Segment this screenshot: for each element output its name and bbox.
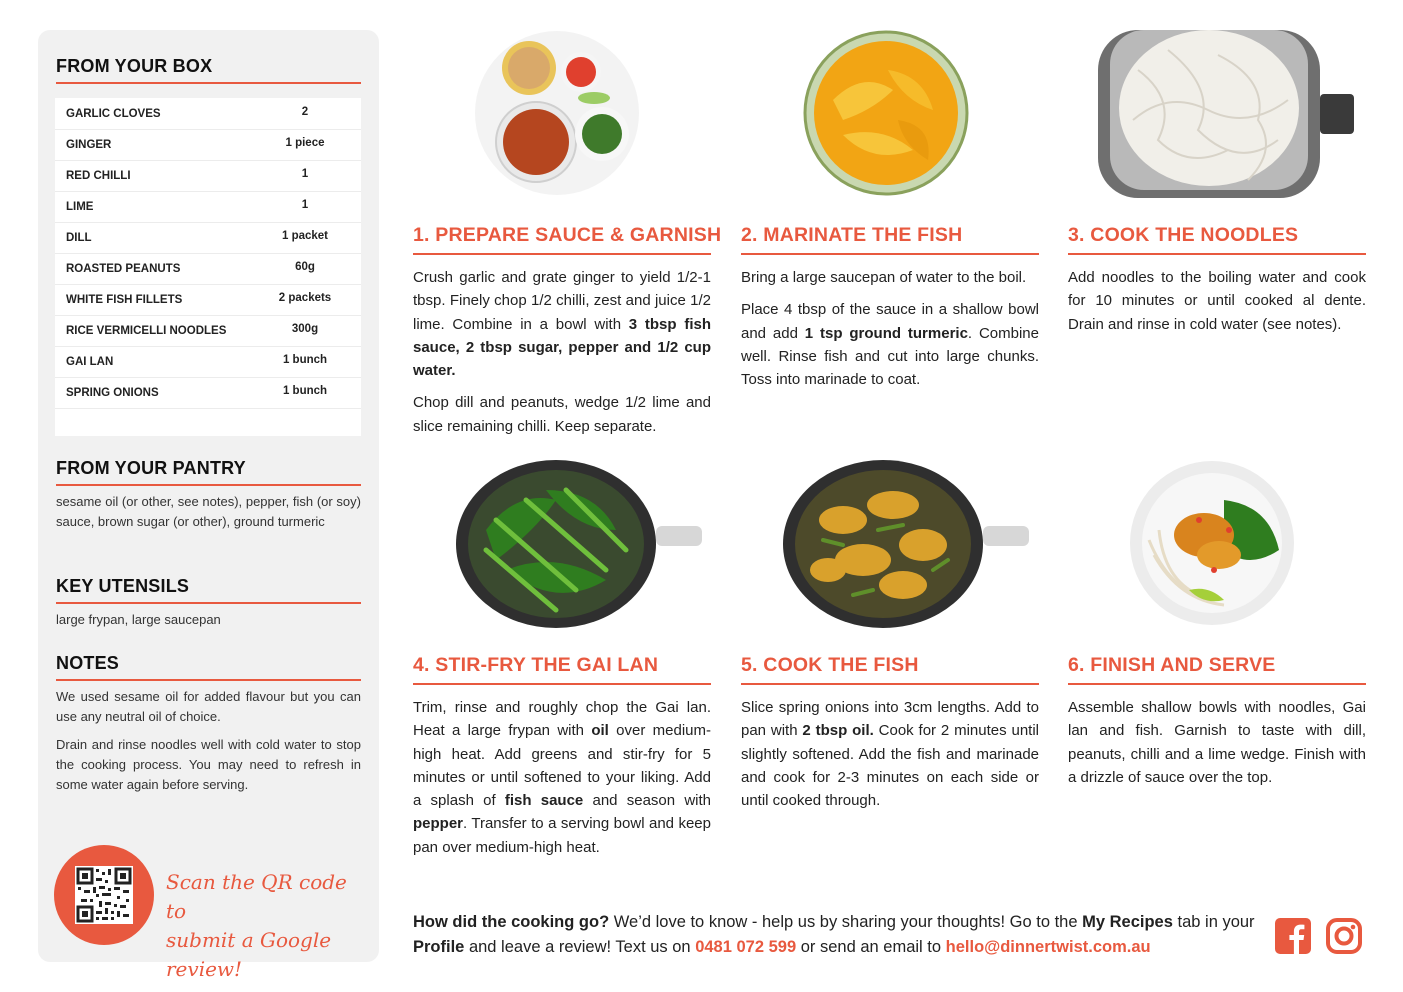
table-row <box>55 160 361 192</box>
step-4-text-f: pepper <box>413 815 464 833</box>
pantry-text: sesame oil (or other, see notes), pepper, fish (or soy) sauce, brown sugar (or other), ground turmeric <box>56 494 361 529</box>
ingredient-name: SPRING ONIONS <box>66 387 159 399</box>
step-4-text-d: fish sauce <box>504 792 584 810</box>
qr-caption-line-2: submit a Google review! <box>166 928 332 981</box>
utensils-title-rule <box>56 602 361 604</box>
qr-code-icon[interactable] <box>75 866 133 924</box>
step-1-rule <box>413 253 711 255</box>
profile-label: Profile <box>413 938 465 956</box>
ingredient-qty: 2 packets <box>278 292 332 304</box>
step-5-text-b: 2 tbsp oil. <box>802 722 874 740</box>
pantry-title: FROM YOUR PANTRY <box>56 458 246 478</box>
ingredient-qty: 1 <box>301 168 309 180</box>
step-4-rule <box>413 683 711 685</box>
step-5-text-a: Slice spring onions into 3cm lengths. Add to pan with <box>741 699 1039 740</box>
table-row <box>55 129 361 161</box>
ingredient-name: GINGER <box>66 139 112 151</box>
ingredient-name: DILL <box>66 232 92 244</box>
step-4-text-g: . Transfer to a serving bowl and keep pan over medium-high heat. <box>413 815 711 856</box>
ingredients-sidebar <box>38 30 379 981</box>
ingredient-name: LIME <box>66 201 94 213</box>
step-2-text-a: Bring a large saucepan of water to the boil. <box>741 269 1027 286</box>
instagram-icon[interactable] <box>1326 918 1362 954</box>
step-5-title: 5. COOK THE FISH <box>741 654 919 676</box>
box-title: FROM YOUR BOX <box>56 56 213 76</box>
ingredient-qty: 1 <box>301 199 309 211</box>
step-5-photo <box>783 460 1029 628</box>
ingredient-qty: 60g <box>295 261 315 273</box>
step-2-text-b: Place 4 tbsp of the sauce in a shallow bowl and add <box>741 301 1039 342</box>
footer-text-4: or send an email to <box>796 938 946 956</box>
my-recipes-label: My Recipes <box>1082 913 1173 931</box>
ingredient-qty: 300g <box>291 323 319 335</box>
footer-text-3: and leave a review! Text us on <box>464 938 696 956</box>
step-2-text-d: . Combine well. Rinse fish and cut into large chunks. Toss into marinade to coat. <box>741 324 1039 389</box>
step-1-text <box>413 266 711 447</box>
notes-text-1: We used sesame oil for added flavour but you can use any neutral oil of choice. <box>56 689 361 724</box>
notes-title: NOTES <box>56 653 120 673</box>
ingredient-name: RICE VERMICELLI NOODLES <box>66 325 227 337</box>
step-1-text-c: Chop dill and peanuts, wedge 1/2 lime and slice remaining chilli. Keep separate. <box>413 394 711 435</box>
footer-question: How did the cooking go? <box>413 913 610 931</box>
step-3-rule <box>1068 253 1366 255</box>
ingredient-qty: 1 piece <box>285 137 325 149</box>
step-1-text-a: Crush garlic and grate ginger to yield 1/2-1 tbsp. Finely chop 1/2 chilli, zest and juice 1/2 lime. Combine in a bowl with <box>413 269 711 333</box>
footer-text-2: tab in your <box>1172 913 1255 931</box>
table-row <box>55 377 361 409</box>
box-title-rule <box>56 82 361 84</box>
step-4-text-e: and season with <box>583 792 711 810</box>
step-4-text-c: over medium-high heat. Add greens and stir-fry for 5 minutes or until softened to your liking. Add a splash of <box>413 722 712 810</box>
step-4-text-b: oil <box>591 722 609 740</box>
step-1-title: 1. PREPARE SAUCE & GARNISH <box>413 224 722 246</box>
table-row <box>55 222 361 254</box>
phone-link[interactable]: 0481 072 599 <box>695 938 797 956</box>
ingredient-name: GARLIC CLOVES <box>66 108 161 120</box>
step-5-rule <box>741 683 1039 685</box>
pantry-title-rule <box>56 484 361 486</box>
table-row <box>55 346 361 378</box>
qr-badge <box>54 845 154 945</box>
step-6-text <box>1068 696 1366 798</box>
review-footer <box>413 910 1263 960</box>
facebook-icon[interactable] <box>1275 918 1311 954</box>
step-2-text <box>741 266 1039 400</box>
step-3-text <box>1068 266 1366 345</box>
ingredient-qty: 1 packet <box>281 230 329 242</box>
step-6-rule <box>1068 683 1366 685</box>
step-6-photo <box>1129 460 1295 626</box>
step-1-photo <box>474 30 640 196</box>
utensils-text: large frypan, large saucepan <box>56 612 221 627</box>
table-row <box>55 98 361 130</box>
ingredient-name: ROASTED PEANUTS <box>66 263 181 275</box>
table-row <box>55 315 361 347</box>
step-6-text-a: Assemble shallow bowls with noodles, Gai lan and fish. Garnish to taste with dill, peanuts, chilli and a lime wedge. Finish with a drizzle of sauce over the top. <box>1068 699 1366 786</box>
step-5-text <box>741 696 1039 821</box>
ingredient-name: RED CHILLI <box>66 170 131 182</box>
ingredient-qty: 1 bunch <box>282 354 328 366</box>
qr-caption <box>166 868 366 984</box>
utensils-title: KEY UTENSILS <box>56 576 190 596</box>
ingredient-qty: 1 bunch <box>282 385 328 397</box>
table-row <box>55 284 361 316</box>
qr-caption-line-1: Scan the QR code to <box>166 870 347 923</box>
table-row <box>55 253 361 285</box>
step-2-rule <box>741 253 1039 255</box>
step-3-photo <box>1098 30 1356 198</box>
step-5-text-c: Cook for 2 minutes until slightly softened. Add the fish and marinade and cook for 2-3 minutes on each side or until cooked through. <box>741 722 1039 810</box>
ingredient-name: WHITE FISH FILLETS <box>66 294 183 306</box>
step-3-title: 3. COOK THE NOODLES <box>1068 224 1299 246</box>
table-row <box>55 191 361 223</box>
notes-text-2: Drain and rinse noodles well with cold water to stop the cooking process. You may need to refresh in some water again before serving. <box>56 737 361 792</box>
step-2-title: 2. MARINATE THE FISH <box>741 224 963 246</box>
step-4-title: 4. STIR-FRY THE GAI LAN <box>413 654 659 676</box>
notes-title-rule <box>56 679 361 681</box>
step-2-text-c: 1 tsp ground turmeric <box>804 324 968 342</box>
step-6-title: 6. FINISH AND SERVE <box>1068 654 1276 676</box>
ingredients-table <box>55 98 361 436</box>
step-3-text-a: Add noodles to the boiling water and cook for 10 minutes or until cooked al dente. Drain and rinse in cold water (see notes). <box>1068 269 1366 333</box>
step-2-photo <box>803 30 969 196</box>
ingredient-qty: 2 <box>301 106 309 118</box>
step-4-photo <box>456 460 702 628</box>
step-4-text <box>413 696 711 868</box>
email-link[interactable]: hello@dinnertwist.com.au <box>945 938 1151 956</box>
step-1-text-b: 3 tbsp fish sauce, 2 tbsp sugar, pepper and 1/2 cup water. <box>413 315 711 380</box>
ingredient-name: GAI LAN <box>66 356 114 368</box>
footer-text-1: We’d love to know - help us by sharing your thoughts! Go to the <box>609 913 1083 931</box>
step-4-text-a: Trim, rinse and roughly chop the Gai lan. Heat a large frypan with <box>413 699 711 740</box>
